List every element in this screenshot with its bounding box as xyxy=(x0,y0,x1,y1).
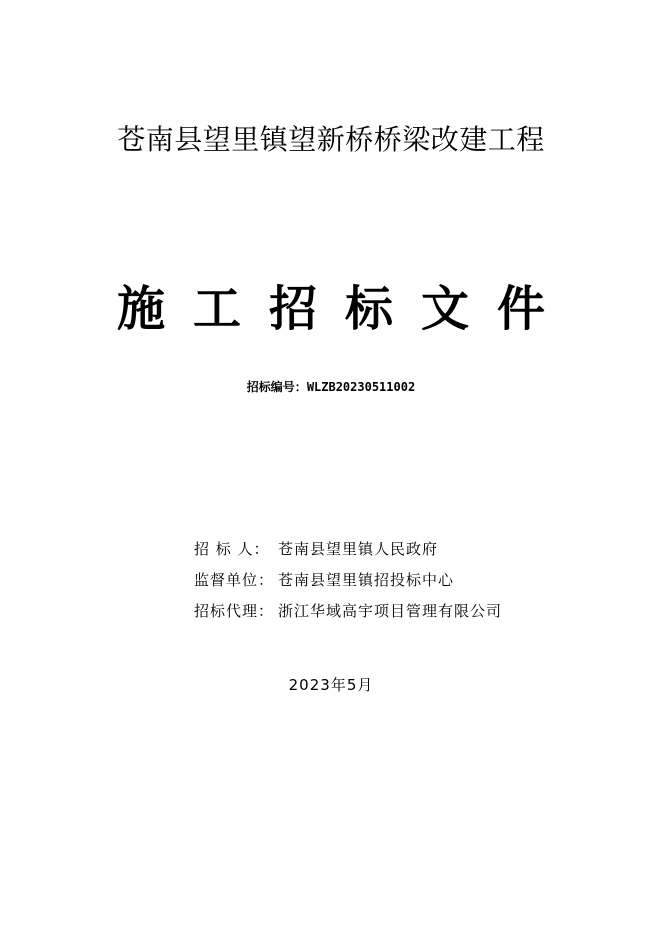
tenderer-row xyxy=(194,534,502,565)
issue-date: 2023年5月 xyxy=(288,676,374,694)
tenderer-value: 苍南县望里镇人民政府 xyxy=(278,540,439,558)
bid-number xyxy=(0,378,662,395)
supervisor-label: 监督单位： xyxy=(194,571,275,589)
agent-value: 浙江华域高宇项目管理有限公司 xyxy=(278,602,503,620)
tenderer-label: 招 标 人： xyxy=(194,540,270,558)
document-title: 施工招标文件 xyxy=(116,281,573,337)
parties-block xyxy=(194,534,502,627)
bid-number-label: 招标编号： xyxy=(246,380,307,394)
agent-row xyxy=(194,596,502,627)
supervisor-value: 苍南县望里镇招投标中心 xyxy=(278,571,455,589)
project-title: 苍南县望里镇望新桥桥梁改建工程 xyxy=(117,123,545,156)
bid-number-value: WLZB20230511002 xyxy=(306,380,416,394)
agent-label: 招标代理： xyxy=(194,602,275,620)
supervisor-row xyxy=(194,565,502,596)
